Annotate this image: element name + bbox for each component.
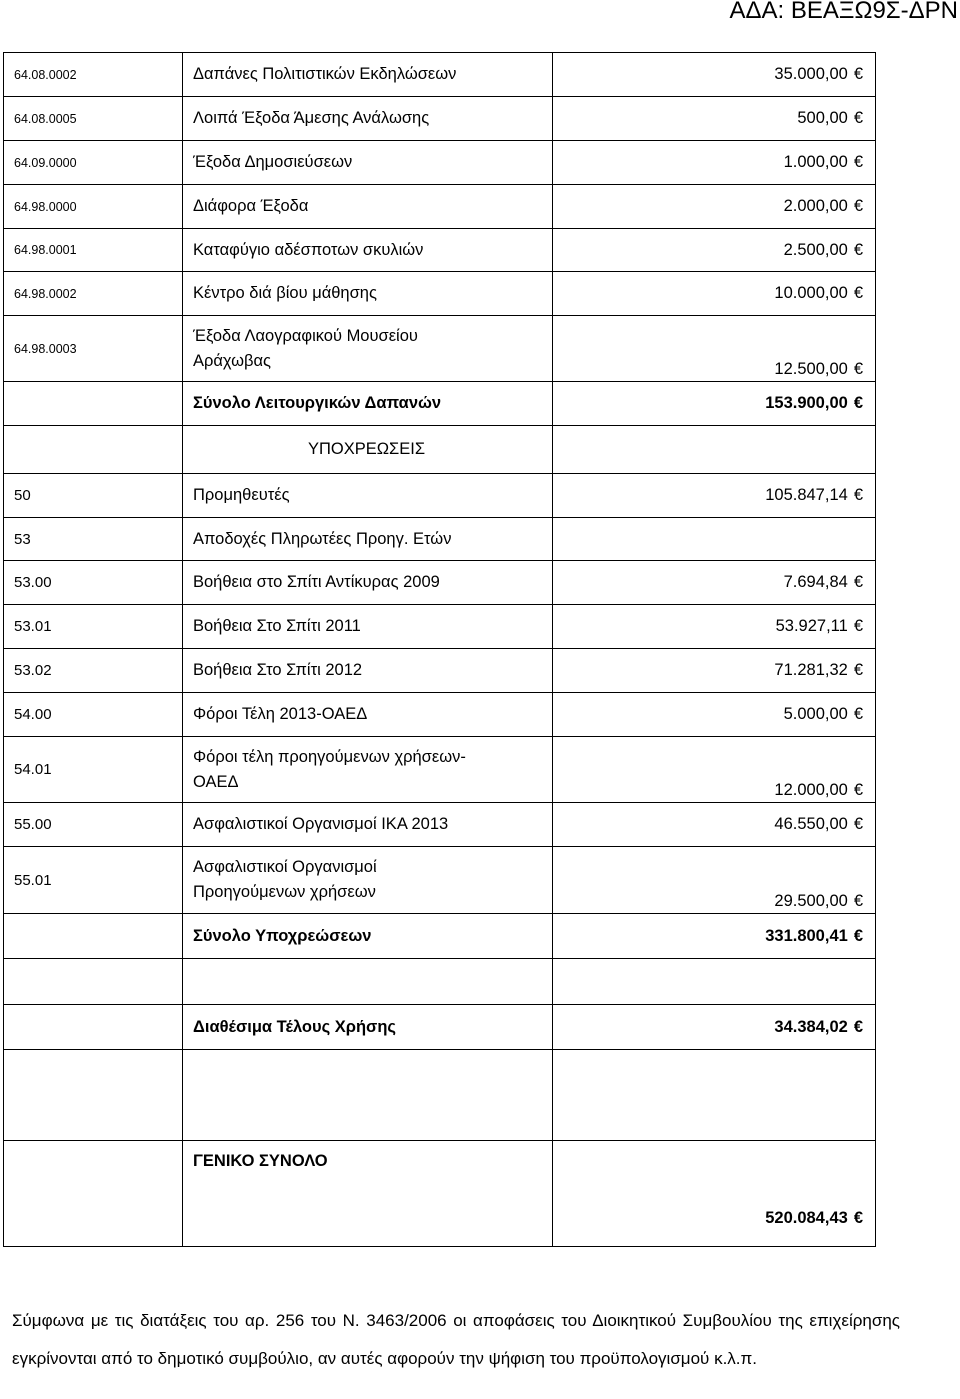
account-label-line1: Έξοδα Λαογραφικού Μουσείου xyxy=(193,326,418,345)
subtotal-amount: 153.900,00 xyxy=(765,394,848,412)
euro-sign: € xyxy=(853,661,863,679)
table-row xyxy=(4,97,876,141)
euro-sign: € xyxy=(853,573,863,591)
available-row xyxy=(4,1005,876,1050)
amount: 2.000,00 xyxy=(783,197,848,215)
euro-sign: € xyxy=(853,1017,863,1036)
account-label: Καταφύγιο αδέσποτων σκυλιών xyxy=(183,229,553,272)
section-header-row xyxy=(4,426,876,474)
amount: 29.500,00 xyxy=(774,892,848,910)
table-row xyxy=(4,53,876,97)
euro-sign: € xyxy=(853,926,863,945)
account-code: 53.02 xyxy=(4,649,183,693)
subtotal-row xyxy=(4,382,876,426)
account-code: 54.00 xyxy=(4,693,183,737)
euro-sign: € xyxy=(853,815,863,833)
account-code: 54.01 xyxy=(4,737,183,803)
euro-sign: € xyxy=(853,284,863,302)
euro-sign: € xyxy=(853,109,863,127)
euro-sign: € xyxy=(853,240,863,259)
empty-row xyxy=(4,1050,876,1141)
euro-sign: € xyxy=(853,360,863,378)
account-code: 64.08.0005 xyxy=(4,97,183,141)
account-label-line2: ΟΑΕΔ xyxy=(193,772,239,791)
section-title: ΥΠΟΧΡΕΩΣΕΙΣ xyxy=(183,426,553,474)
account-code: 55.01 xyxy=(4,847,183,914)
table-row xyxy=(4,518,876,561)
account-label-line2: Προηγούμενων χρήσεων xyxy=(193,883,376,901)
grand-total-row xyxy=(4,1141,876,1247)
euro-sign: € xyxy=(853,486,863,504)
account-label-line2: Αράχωβας xyxy=(193,351,272,370)
amount: 5.000,00 xyxy=(783,705,848,723)
account-label: Διάφορα Έξοδα xyxy=(183,185,553,229)
account-label-line1: Φόροι τέλη προηγούμενων χρήσεων- xyxy=(193,747,466,766)
account-code: 64.98.0002 xyxy=(4,272,183,316)
account-label: Ασφαλιστικοί Οργανισμοί ΙΚΑ 2013 xyxy=(183,803,553,847)
amount: 35.000,00 xyxy=(774,65,848,83)
account-code: 64.98.0003 xyxy=(4,316,183,382)
euro-sign: € xyxy=(853,617,863,635)
subtotal-label: Σύνολο Υποχρεώσεων xyxy=(183,914,553,959)
euro-sign: € xyxy=(853,153,863,171)
account-label: Δαπάνες Πολιτιστικών Εκδηλώσεων xyxy=(183,53,553,97)
account-code: 64.09.0000 xyxy=(4,141,183,185)
table-row xyxy=(4,737,876,803)
account-label: Βοήθεια Στο Σπίτι 2012 xyxy=(183,649,553,693)
table-row xyxy=(4,229,876,272)
amount: 53.927,11 xyxy=(775,617,848,635)
amount: 500,00 xyxy=(797,109,848,127)
subtotal-amount: 331.800,41 xyxy=(765,926,848,945)
table-row xyxy=(4,803,876,847)
table-row xyxy=(4,605,876,649)
budget-table xyxy=(3,52,876,1247)
empty-row xyxy=(4,959,876,1005)
account-code: 53.00 xyxy=(4,561,183,605)
amount: 7.694,84 xyxy=(783,573,848,591)
euro-sign: € xyxy=(853,1209,863,1227)
amount: 1.000,00 xyxy=(783,153,848,171)
grand-total-label: ΓΕΝΙΚΟ ΣΥΝΟΛΟ xyxy=(183,1141,553,1247)
euro-sign: € xyxy=(853,65,863,83)
euro-sign: € xyxy=(853,705,863,723)
euro-sign: € xyxy=(853,394,863,412)
document-code: ΑΔΑ: ΒΕΑΞΩ9Σ-ΔΡΝ xyxy=(729,0,958,24)
account-code: 64.98.0000 xyxy=(4,185,183,229)
table-row xyxy=(4,316,876,382)
account-label: Βοήθεια Στο Σπίτι 2011 xyxy=(183,605,553,649)
account-label: Έξοδα Δημοσιεύσεων xyxy=(183,141,553,185)
table-row xyxy=(4,141,876,185)
account-label: Προμηθευτές xyxy=(183,474,553,518)
account-code: 50 xyxy=(4,474,183,518)
table-row xyxy=(4,185,876,229)
amount: 2.500,00 xyxy=(783,240,848,259)
account-label: Βοήθεια στο Σπίτι Αντίκυρας 2009 xyxy=(183,561,553,605)
table-row xyxy=(4,847,876,914)
account-code: 55.00 xyxy=(4,803,183,847)
euro-sign: € xyxy=(853,892,863,910)
account-code: 64.08.0002 xyxy=(4,53,183,97)
account-label-line1: Ασφαλιστικοί Οργανισμοί xyxy=(193,858,377,876)
account-label: Αποδοχές Πληρωτέες Προηγ. Ετών xyxy=(183,518,553,561)
table-row xyxy=(4,272,876,316)
amount: 12.000,00 xyxy=(774,781,848,799)
account-code: 53 xyxy=(4,518,183,561)
table-row xyxy=(4,561,876,605)
account-label: Κέντρο διά βίου μάθησης xyxy=(183,272,553,316)
table-row xyxy=(4,649,876,693)
amount: 12.500,00 xyxy=(774,360,848,378)
grand-total-amount: 520.084,43 xyxy=(765,1209,848,1227)
available-amount: 34.384,02 xyxy=(774,1017,848,1036)
amount: 71.281,32 xyxy=(774,661,848,679)
account-code: 53.01 xyxy=(4,605,183,649)
table-row xyxy=(4,474,876,518)
subtotal-label: Σύνολο Λειτουργικών Δαπανών xyxy=(183,382,553,426)
amount: 105.847,14 xyxy=(765,486,848,504)
account-label: Λοιπά Έξοδα Άμεσης Ανάλωσης xyxy=(183,97,553,141)
subtotal-row xyxy=(4,914,876,959)
euro-sign: € xyxy=(853,197,863,215)
euro-sign: € xyxy=(853,781,863,799)
amount: 46.550,00 xyxy=(774,815,848,833)
table-row xyxy=(4,693,876,737)
account-label: Φόροι Τέλη 2013-ΟΑΕΔ xyxy=(183,693,553,737)
account-code: 64.98.0001 xyxy=(4,229,183,272)
legal-note: Σύμφωνα με τις διατάξεις του αρ. 256 του Ν. 3463/2006 οι αποφάσεις του Διοικητικού Συμβουλίου της επιχείρησης εγκρίνονται από το δημοτικό συμβούλιο, αν αυτές αφορούν την ψήφιση του προϋπολογισμού κ.λ.π. xyxy=(12,1311,900,1368)
available-label: Διαθέσιμα Τέλους Χρήσης xyxy=(183,1005,553,1050)
amount: 10.000,00 xyxy=(774,284,848,302)
